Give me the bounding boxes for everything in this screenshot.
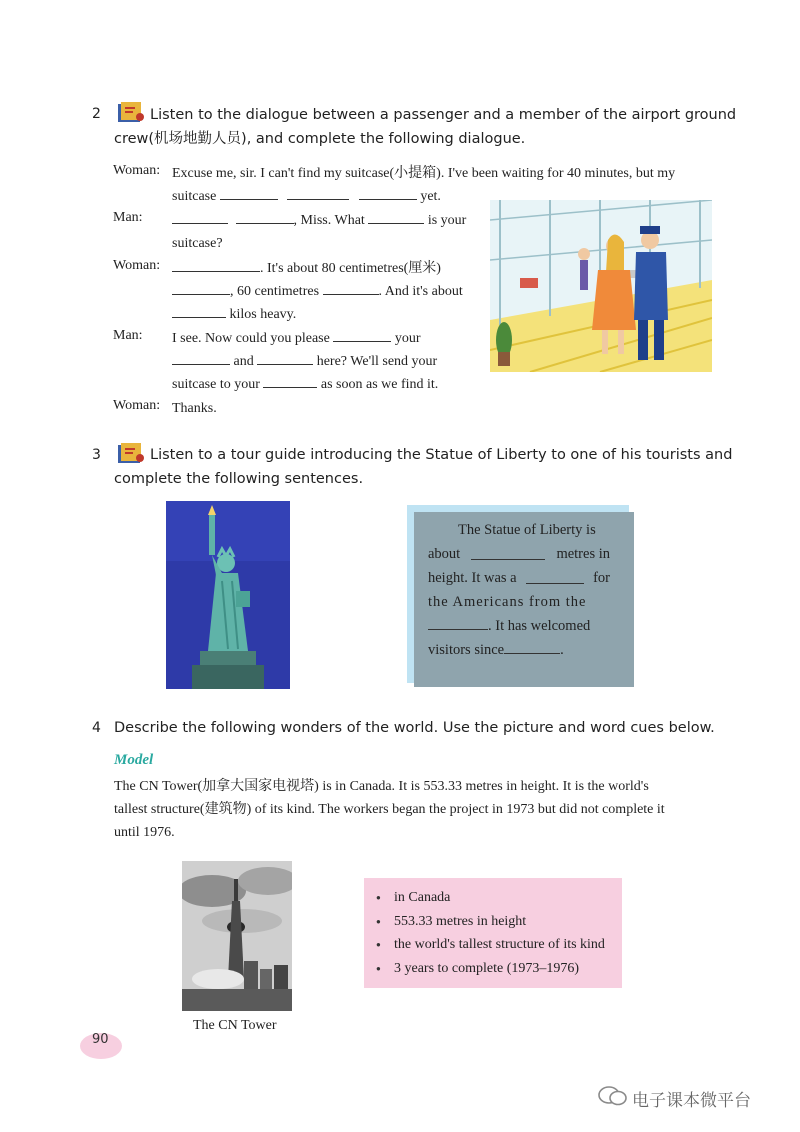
dialogue-line: I see. Now could you please your	[172, 327, 421, 350]
dialogue-line: suitcase yet.	[172, 185, 441, 208]
exercise-3-line2: complete the following sentences.	[114, 471, 364, 487]
answer-blank[interactable]	[263, 374, 317, 388]
answer-blank[interactable]	[526, 570, 584, 584]
answer-blank[interactable]	[220, 186, 278, 200]
answer-blank[interactable]	[504, 640, 560, 654]
answer-blank[interactable]	[359, 186, 417, 200]
exercise-2-line2: crew(机场地勤人员), and complete the following dialogue.	[114, 131, 526, 147]
word-cue: ● 3 years to complete (1973–1976)	[376, 957, 605, 981]
speaker-man: Man:	[113, 210, 143, 225]
word-cues-box	[364, 878, 622, 988]
exercise-3-line1: Listen to a tour guide introducing the Statue of Liberty to one of his tourists and	[150, 447, 733, 463]
speaker-woman: Woman:	[113, 258, 161, 273]
model-line: until 1976.	[114, 825, 175, 840]
dialogue-line: suitcase?	[172, 236, 223, 251]
word-cue: ● in Canada	[376, 886, 605, 910]
answer-blank[interactable]	[428, 616, 488, 630]
watermark-text: 电子课本微平台	[632, 1091, 751, 1111]
answer-blank[interactable]	[368, 210, 424, 224]
cn-tower-photo	[182, 861, 292, 1011]
answer-blank[interactable]	[172, 210, 228, 224]
fill-in-text: The Statue of Liberty is about metres in height. It was a for the Americans from the . It has welcomed visitors since .	[428, 522, 610, 658]
audio-book-icon	[116, 100, 146, 124]
photo-caption: The CN Tower	[193, 1018, 277, 1033]
dialogue-line: suitcase to your as soon as we find it.	[172, 373, 438, 396]
model-label: Model	[114, 752, 154, 768]
dialogue-line: . It's about 80 centimetres(厘米)	[172, 257, 441, 280]
dialogue-line: , Miss. What is your	[172, 209, 466, 232]
answer-blank[interactable]	[287, 186, 349, 200]
dialogue-line: kilos heavy.	[172, 303, 296, 326]
dialogue-line: and here? We'll send your	[172, 350, 437, 373]
answer-blank[interactable]	[172, 281, 230, 295]
answer-blank[interactable]	[172, 258, 260, 272]
statue-of-liberty-image	[166, 501, 290, 689]
dialogue-line: Excuse me, sir. I can't find my suitcase(小提箱). I've been waiting for 40 minutes, but my	[172, 166, 676, 181]
audio-book-icon	[116, 441, 146, 465]
exercise-2-line1: Listen to the dialogue between a passenger and a member of the airport ground	[150, 107, 737, 123]
exercise-2-number: 2	[92, 106, 101, 122]
exercise-3-number: 3	[92, 447, 101, 463]
speaker-woman: Woman:	[113, 163, 161, 178]
answer-blank[interactable]	[172, 351, 230, 365]
airport-illustration	[490, 200, 712, 372]
exercise-4-instruction: Describe the following wonders of the world. Use the picture and word cues below.	[114, 720, 715, 736]
speaker-woman: Woman:	[113, 398, 161, 413]
dialogue-line: , 60 centimetres . And it's about	[172, 280, 463, 303]
answer-blank[interactable]	[236, 210, 294, 224]
word-cue: ● 553.33 metres in height	[376, 910, 605, 934]
answer-blank[interactable]	[323, 281, 379, 295]
model-line: The CN Tower(加拿大国家电视塔) is in Canada. It is 553.33 metres in height. It is the world's	[114, 779, 649, 794]
wechat-icon	[598, 1085, 628, 1107]
dialogue-line: Thanks.	[172, 401, 217, 416]
answer-blank[interactable]	[471, 546, 545, 560]
model-line: tallest structure(建筑物) of its kind. The workers began the project in 1973 but did not complete it	[114, 802, 665, 817]
word-cues-list	[376, 886, 605, 980]
exercise-4-number: 4	[92, 720, 101, 736]
word-cue: ● the world's tallest structure of its kind	[376, 933, 605, 957]
answer-blank[interactable]	[333, 328, 391, 342]
speaker-man: Man:	[113, 328, 143, 343]
page-number: 90	[92, 1032, 109, 1047]
answer-blank[interactable]	[257, 351, 313, 365]
answer-blank[interactable]	[172, 304, 226, 318]
